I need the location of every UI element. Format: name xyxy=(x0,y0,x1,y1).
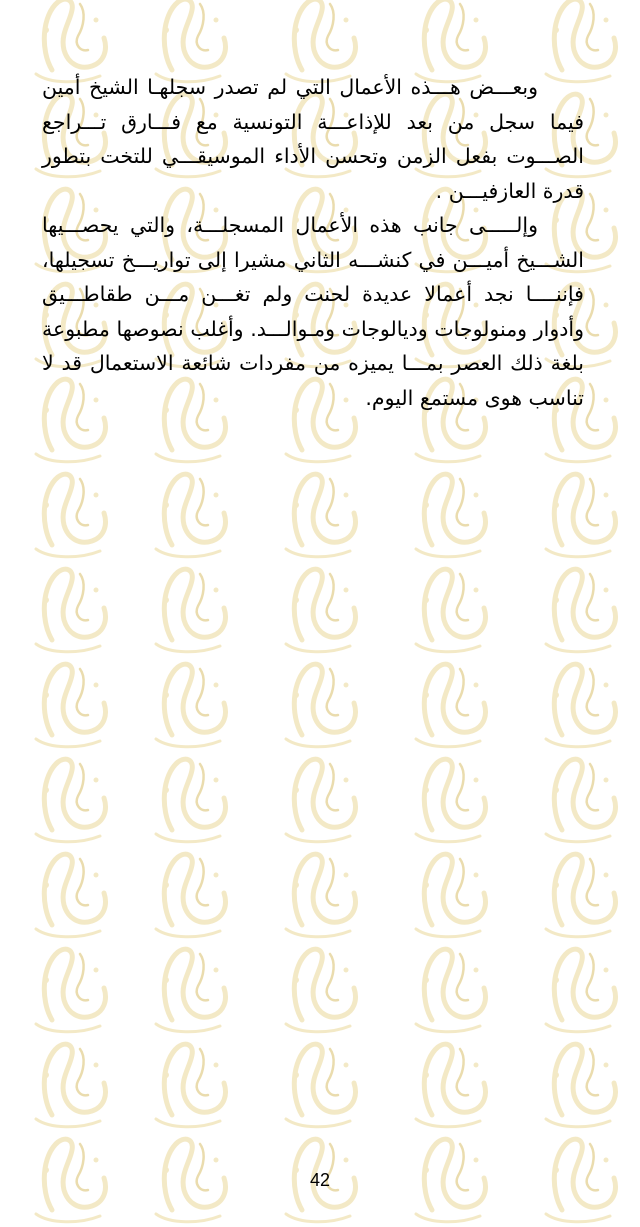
watermark-logo xyxy=(546,854,616,937)
watermark-logo xyxy=(36,949,106,1032)
text-line: فـــارق تـــراجع الصـــوت بفعل الزمن وتحسن الأداء xyxy=(42,109,584,168)
watermark-logo xyxy=(36,1044,106,1127)
watermark-logo xyxy=(156,474,226,557)
watermark-logo xyxy=(286,664,356,747)
watermark-logo xyxy=(156,664,226,747)
watermark-logo xyxy=(416,569,486,652)
watermark-logo xyxy=(286,854,356,937)
watermark-logo xyxy=(36,854,106,937)
text-line: يحصـــيها الشـــيخ أميـــن في كنشـــه الثاني مشيرا إلى xyxy=(42,213,584,272)
watermark-logo xyxy=(546,474,616,557)
watermark-logo xyxy=(416,949,486,1032)
watermark-logo xyxy=(416,1044,486,1127)
watermark-logo xyxy=(156,854,226,937)
body-text xyxy=(42,70,584,415)
paragraph xyxy=(42,208,584,415)
watermark-logo xyxy=(546,759,616,842)
text-line: تغـــن مـــن طقاطـــيق وأدوار ومنولوجات وديالوجات xyxy=(42,282,584,341)
watermark-logo xyxy=(36,569,106,652)
paragraph xyxy=(42,70,584,208)
text-line: وبعـــض هـــذه الأعمال التي لم تصدر سجلهـا xyxy=(147,75,538,99)
text-line: هوى مستمع اليوم. xyxy=(365,385,523,410)
watermark-logo xyxy=(546,569,616,652)
watermark-logo xyxy=(546,1044,616,1127)
watermark-logo xyxy=(416,759,486,842)
watermark-logo xyxy=(36,664,106,747)
watermark-logo xyxy=(156,1044,226,1127)
watermark-logo xyxy=(286,1044,356,1127)
text-line: بمـــا يميزه من مفردات شائعة الاستعمال قد لا تناسب xyxy=(42,351,584,410)
watermark-logo xyxy=(546,949,616,1032)
watermark-logo xyxy=(286,474,356,557)
text-line: الموسيقـــي للتخت بتطور قدرة العازفيـــن . xyxy=(42,144,584,203)
text-line: تواريـــخ تسجيلها، فإننــــا نجد أعمالا عديدة لحنت ولم xyxy=(42,247,584,306)
watermark-logo xyxy=(416,854,486,937)
watermark-logo xyxy=(286,949,356,1032)
watermark-logo xyxy=(156,759,226,842)
text-line: وإلـــــى جانب هذه الأعمال المسجلـــة، والتي xyxy=(129,213,538,237)
watermark-logo xyxy=(36,759,106,842)
text-line: ومـوالـــد. وأغلب نصوصها مطبوعة بلغة ذلك العصر xyxy=(42,316,584,375)
watermark-logo xyxy=(156,949,226,1032)
watermark-logo xyxy=(286,569,356,652)
watermark-logo xyxy=(156,569,226,652)
watermark-logo xyxy=(36,474,106,557)
page-number: 42 xyxy=(309,1170,331,1190)
watermark-logo xyxy=(416,664,486,747)
watermark-logo xyxy=(286,759,356,842)
text-line: الشيخ أمين فيما سجل من بعد للإذاعـــة التونسية مع xyxy=(42,75,584,134)
watermark-logo xyxy=(416,474,486,557)
watermark-logo xyxy=(546,664,616,747)
